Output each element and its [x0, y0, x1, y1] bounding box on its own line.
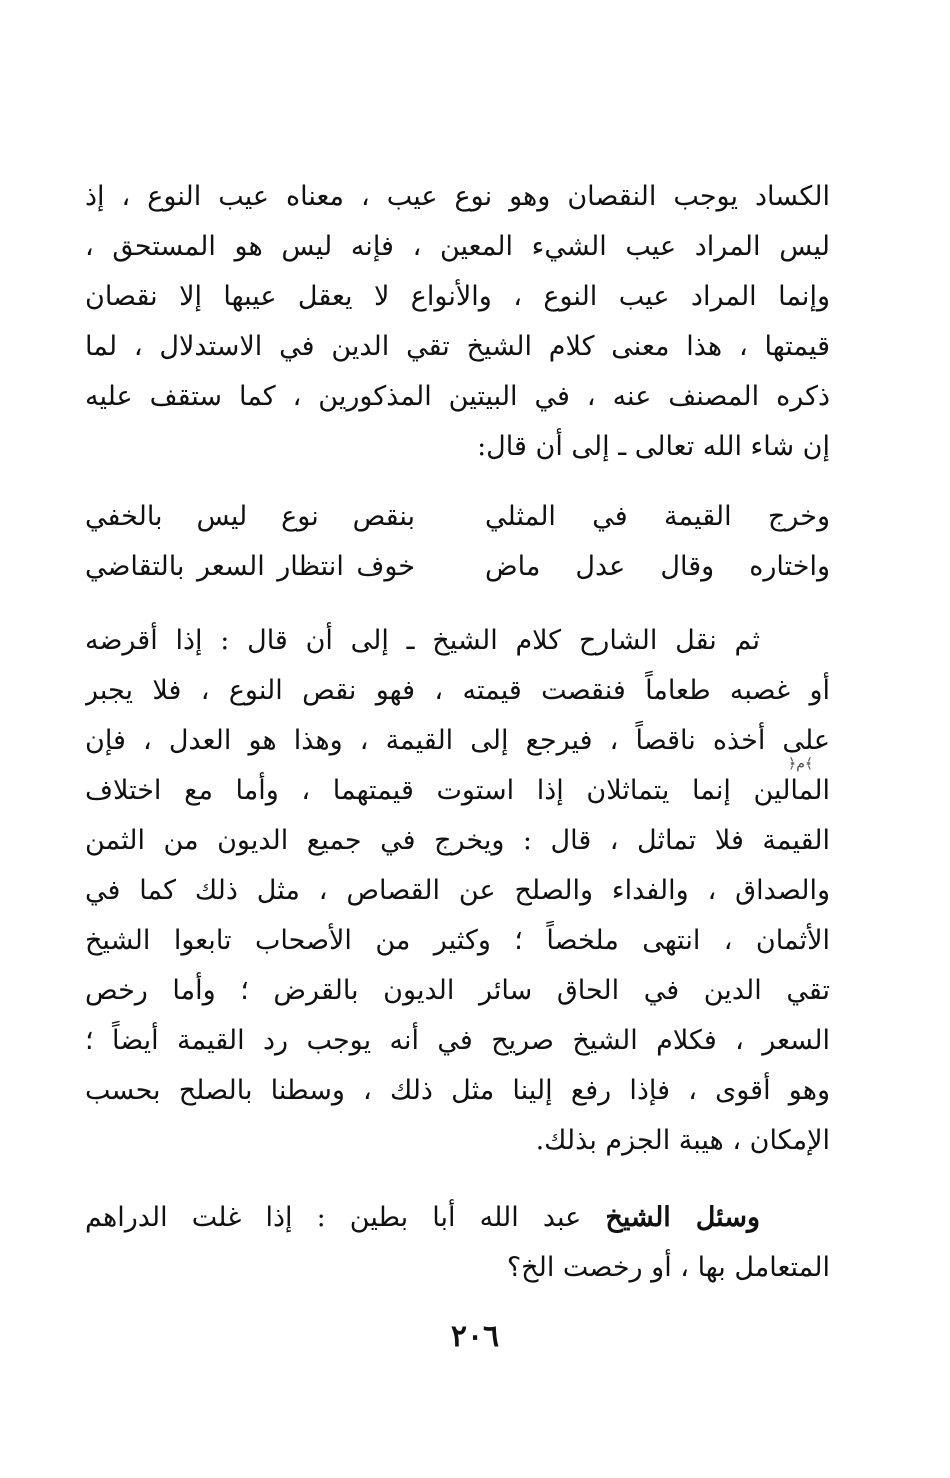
verse-2 — [85, 542, 830, 592]
text-line: على أخذه ناقصاً ، فيرجع إلى القيمة ، وهذا هو العدل ، فإن — [85, 725, 830, 756]
text-line: والصداق ، والفداء والصلح عن القصاص ، مثل ذلك كما في — [85, 875, 830, 906]
text-line: وهو أقوى ، فإذا رفع إلينا مثل ذلك ، وسطنا بالصلح بحسب — [85, 1075, 830, 1106]
verse-second-hemistich: بنقص نوع ليس بالخفي — [85, 501, 415, 532]
text-line: الأثمان ، انتهى ملخصاً ؛ وكثير من الأصحاب تابعوا الشيخ — [85, 925, 830, 956]
text-line: المتعامل بها ، أو رخصت الخ؟ — [506, 1252, 830, 1283]
verse-second-hemistich: خوف انتظار السعر بالتقاضي — [85, 551, 415, 582]
bold-lead-text: وسئل الشيخ — [605, 1202, 760, 1233]
page-number: ٢٠٦ — [450, 1319, 500, 1354]
text-line: ليس المراد عيب الشيء المعين ، فإنه ليس هو المستحق ، — [85, 231, 830, 262]
text-line: المالين إنما يتماثلان إذا استوت قيمتهما ، وأما مع اختلاف — [85, 775, 830, 806]
text-line: وإنما المراد عيب النوع ، والأنواع لا يعقل عيبها إلا نقصان — [85, 281, 830, 312]
text-line — [85, 1193, 830, 1243]
paragraph-3 — [85, 1193, 830, 1293]
verse-1 — [85, 492, 830, 542]
margin-mark: ﴿م﴾ — [788, 756, 814, 772]
text-line: السعر ، فكلام الشيخ صريح في أنه يوجب رد القيمة أيضاً ؛ — [85, 1025, 830, 1056]
verse-first-hemistich: واختاره وقال عدل ماض — [485, 551, 830, 582]
text-line: قيمتها ، هذا معنى كلام الشيخ تقي الدين في الاستدلال ، لما — [85, 331, 830, 362]
text-line: ذكره المصنف عنه ، في البيتين المذكورين ، كما ستقف عليه — [85, 381, 830, 412]
text-line: تقي الدين في الحاق سائر الديون بالقرض ؛ وأما رخص — [85, 975, 830, 1006]
text-line: الكساد يوجب النقصان وهو نوع عيب ، معناه عيب النوع ، إذ — [85, 181, 830, 212]
text-line: ثم نقل الشارح كلام الشيخ ـ إلى أن قال : إذا أقرضه — [85, 625, 760, 656]
verse-first-hemistich: وخرج القيمة في المثلي — [485, 501, 830, 532]
text-span: عبد الله أبا بطين : إذا غلت الدراهم — [85, 1202, 606, 1233]
text-line: إن شاء الله تعالى ـ إلى أن قال: — [477, 431, 830, 462]
paragraph-2 — [85, 616, 830, 1166]
text-line: القيمة فلا تماثل ، قال : ويخرج في جميع الديون من الثمن — [85, 825, 830, 856]
poem-verses — [85, 492, 830, 592]
text-line: أو غصبه طعاماً فنقصت قيمته ، فهو نقص النوع ، فلا يجبر — [85, 675, 830, 706]
text-line: الإمكان ، هيبة الجزم بذلك. — [535, 1125, 830, 1156]
paragraph-1 — [85, 172, 830, 472]
